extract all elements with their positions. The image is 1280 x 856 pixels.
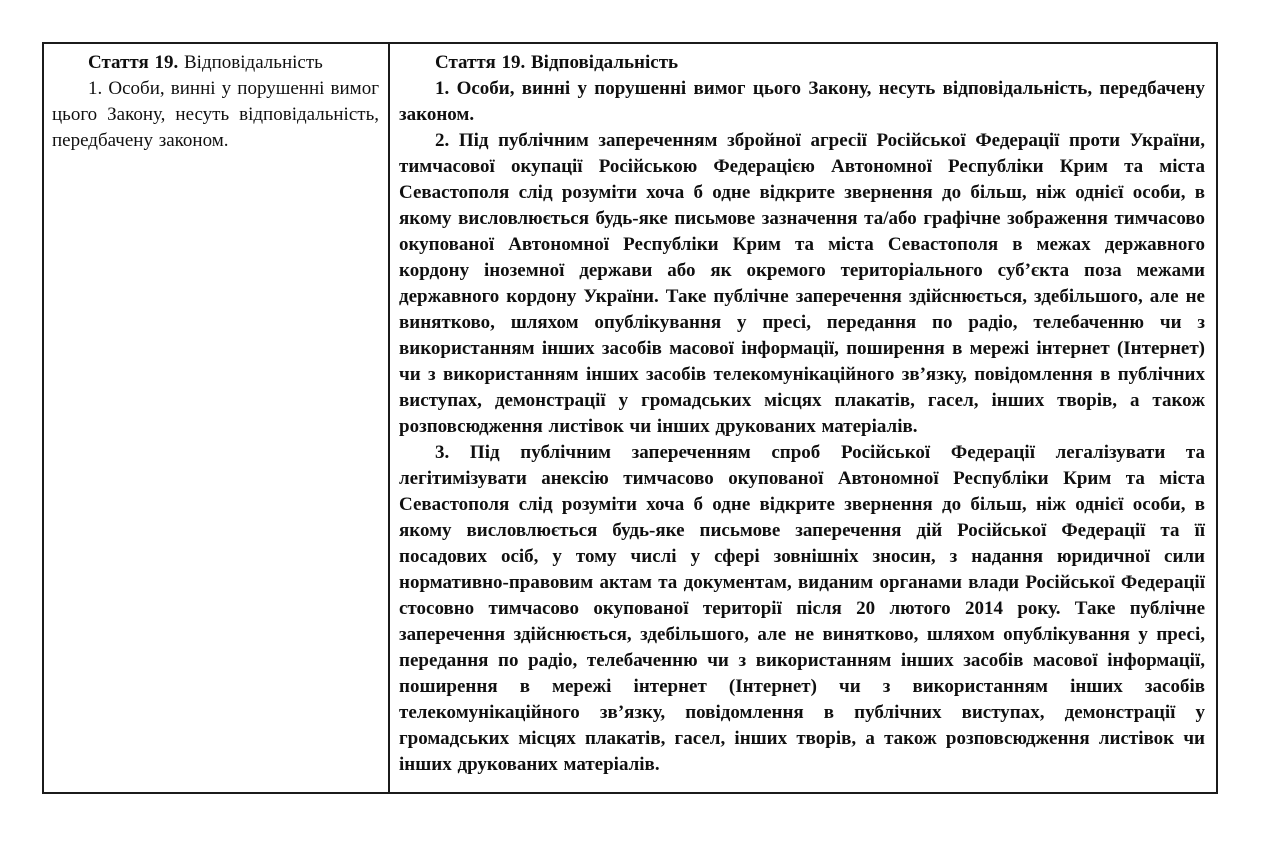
article-heading-left [52, 50, 379, 76]
right-paragraph-3: 3. Під публічним запереченням спроб Російської Федерації легалізувати та легітимізувати анексію тимчасово окупованої Автономної Республіки Крим та міста Севастополя слід розуміти хоча б одне відкрите звернення до більш, ніж однієї особи, в якому висловлюється будь-яке письмове заперечення дій Російської Федерації та її посадових осіб, у тому числі у сфері зовнішніх зносин, з надання юридичної сили нормативно-правовим актам та документам, виданим органами влади Російської Федерації стосовно тимчасово окупованої території після 20 лютого 2014 року. Таке публічне заперечення здійснюється, здебільшого, але не винятково, шляхом опублікування у пресі, передання по радіо, телебаченню чи з використанням інших засобів масової інформації, поширення в мережі інтернет (Інтернет) чи з використанням інших засобів телекомунікаційного зв’язку, повідомлення в публічних виступах, демонстрації у громадських місцях плакатів, гасел, інших творів, а також розповсюдження листівок чи інших друкованих матеріалів. [399, 442, 1205, 775]
right-paragraph-2: 2. Під публічним запереченням збройної агресії Російської Федерації проти України, тимчасової окупації Російською Федерацією Автономної Республіки Крим та міста Севастополя слід розуміти хоча б одне відкрите звернення до більш, ніж однієї особи, в якому висловлюється будь-яке письмове зазначення та/або графічне зображення тимчасово окупованої Автономної Республіки Крим та міста Севастополя в межах державного кордону іноземної держави або як окремого територіального суб’єкта поза межами державного кордону України. Таке публічне заперечення здійснюється, здебільшого, але не винятково, шляхом опублікування у пресі, передання по радіо, телебаченню чи з використанням інших засобів масової інформації, поширення в мережі інтернет (Інтернет) чи з використанням інших засобів телекомунікаційного зв’язку, повідомлення в публічних виступах, демонстрації у громадських місцях плакатів, гасел, інших творів, а також розповсюдження листівок чи інших друкованих матеріалів. [399, 130, 1205, 437]
article-comparison-table [42, 42, 1218, 794]
article-number-left: Стаття 19. [88, 52, 179, 73]
right-column-proposed-version [390, 44, 1216, 792]
left-paragraph-1: 1. Особи, винні у порушенні вимог цього Закону, несуть відповідальність, передбачену законом. [52, 78, 379, 151]
article-title-left: Відповідальність [178, 52, 323, 73]
article-heading-right: Стаття 19. Відповідальність [435, 52, 679, 73]
left-column-current-version [44, 44, 390, 792]
right-paragraph-1: 1. Особи, винні у порушенні вимог цього Закону, несуть відповідальність, передбачену законом. [399, 78, 1205, 125]
